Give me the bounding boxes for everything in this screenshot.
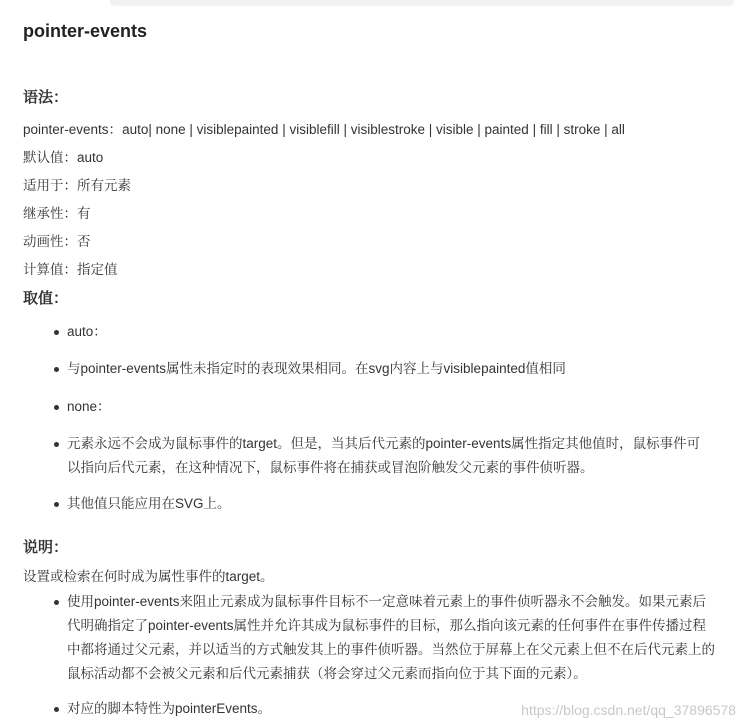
computed-value: 指定值 [77, 262, 118, 277]
syntax-row [23, 118, 625, 138]
inherited-label: 继承性： [23, 206, 77, 221]
list-item: 与pointer-events属性未指定时的表现效果相同。在svg内容上与visiblepainted值相同 [67, 357, 713, 381]
animatable-label: 动画性： [23, 234, 77, 249]
animatable-row [23, 230, 91, 250]
applies-row [23, 174, 131, 194]
watermark: https://blog.csdn.net/qq_37896578 [521, 702, 736, 718]
syntax-value: auto| none | visiblepainted | visiblefill | visiblestroke | visible | painted | fill | stroke | all [122, 122, 625, 137]
notes-intro: 设置或检索在何时成为属性事件的target。 [23, 569, 274, 584]
inherited-row [23, 202, 91, 222]
animatable-value: 否 [77, 234, 91, 249]
default-row [23, 146, 103, 166]
list-item: 元素永远不会成为鼠标事件的target。但是，当其后代元素的pointer-events属性指定其他值时，鼠标事件可以指向后代元素，在这种情况下，鼠标事件将在捕获或冒泡阶触发父元素的事件侦听器。 [67, 432, 713, 480]
computed-row [23, 258, 118, 278]
list-item: 使用pointer-events来阻止元素成为鼠标事件目标不一定意味着元素上的事件侦听器永不会触发。如果元素后代明确指定了pointer-events属性并允许其成为鼠标事件的目标，那么指向该元素的任何事件在事件传播过程中都将通过父元素，并以适当的方式触发其上的事件侦听器。当然位于屏幕上在父元素上但不在后代元素上的鼠标活动都不会被父元素和后代元素捕获（将会穿过父元素而指向位于其下面的元素）。 [67, 590, 715, 686]
list-item: 对应的脚本特性为pointerEvents。 [67, 697, 715, 721]
applies-value: 所有元素 [77, 178, 131, 193]
default-value: auto [77, 150, 104, 165]
notes-heading: 说明： [23, 539, 69, 556]
syntax-heading: 语法： [23, 89, 69, 106]
syntax-label: pointer-events： [23, 122, 123, 137]
list-item: 其他值只能应用在SVG上。 [67, 492, 713, 516]
computed-label: 计算值： [23, 262, 77, 277]
list-item: auto： [67, 320, 713, 344]
top-bar-shadow [110, 0, 734, 5]
inherited-value: 有 [77, 206, 91, 221]
default-label: 默认值： [23, 150, 77, 165]
applies-label: 适用于： [23, 178, 77, 193]
list-item: none： [67, 395, 713, 419]
page-title: pointer-events [23, 21, 148, 41]
values-heading: 取值： [23, 290, 69, 307]
